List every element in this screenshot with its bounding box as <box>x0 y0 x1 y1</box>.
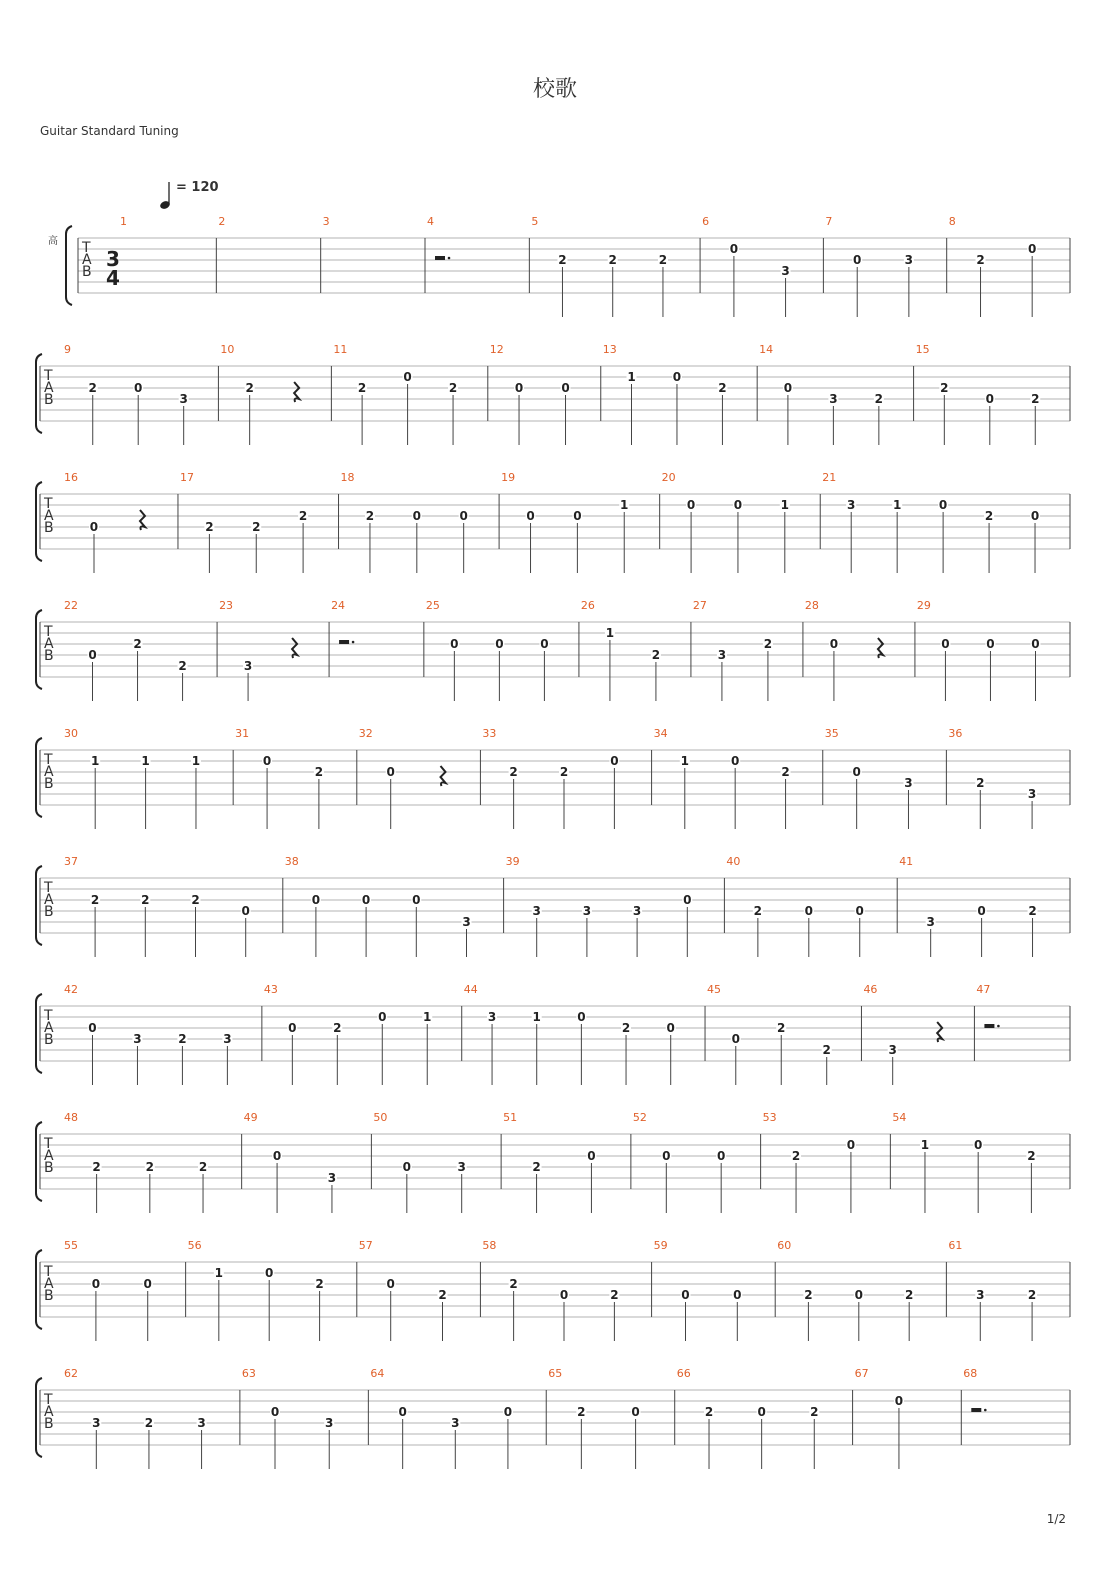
tab-clef-letter: A <box>44 1020 54 1036</box>
fret-number: 3 <box>926 915 935 929</box>
bar-number: 5 <box>531 215 539 228</box>
bar-number: 28 <box>804 599 819 612</box>
fret-number: 3 <box>327 1171 337 1185</box>
bar-number: 34 <box>653 727 668 740</box>
bar-number: 17 <box>179 471 194 484</box>
fret-number: 2 <box>198 1160 208 1174</box>
fret-number: 3 <box>632 904 642 918</box>
tab-clef-letter: A <box>44 892 54 908</box>
quarter-rest <box>878 638 883 658</box>
rhythm-dot <box>352 641 355 644</box>
bar-number: 60 <box>777 1239 792 1252</box>
rhythm-dot <box>448 257 451 260</box>
fret-number: 3 <box>223 1032 232 1046</box>
fret-number: 2 <box>753 904 763 918</box>
bar-number: 9 <box>64 343 71 356</box>
bar-number: 50 <box>373 1111 388 1124</box>
bar-number: 63 <box>241 1367 256 1380</box>
fret-number: 0 <box>662 1149 671 1163</box>
fret-number: 2 <box>92 1160 101 1174</box>
bar-number: 55 <box>64 1239 78 1252</box>
fret-number: 0 <box>265 1266 274 1280</box>
fret-number: 0 <box>854 1288 863 1302</box>
fret-number: 2 <box>810 1405 819 1419</box>
fret-number: 0 <box>631 1405 640 1419</box>
fret-number: 0 <box>272 1149 282 1163</box>
bar-number: 61 <box>948 1239 963 1252</box>
fret-number: 2 <box>559 765 569 779</box>
fret-number: 1 <box>620 498 629 512</box>
bar-number: 64 <box>370 1367 385 1380</box>
bar-number: 11 <box>333 343 348 356</box>
bar-number: 31 <box>235 727 250 740</box>
bar-number: 29 <box>916 599 931 612</box>
fret-number: 0 <box>403 370 412 384</box>
fret-number: 0 <box>1027 242 1037 256</box>
fret-number: 2 <box>704 1405 714 1419</box>
fret-number: 1 <box>680 754 689 768</box>
fret-number: 2 <box>365 509 375 523</box>
fret-number: 3 <box>197 1416 206 1430</box>
fret-number: 1 <box>91 754 100 768</box>
fret-number: 0 <box>757 1405 766 1419</box>
bar-number: 30 <box>64 727 78 740</box>
bar-number: 18 <box>340 471 355 484</box>
fret-number: 3 <box>462 915 471 929</box>
bar-number: 33 <box>482 727 497 740</box>
bar-number: 38 <box>284 855 299 868</box>
fret-number: 3 <box>781 264 790 278</box>
bar-number: 2 <box>218 215 226 228</box>
fret-number: 2 <box>781 765 790 779</box>
fret-number: 3 <box>325 1416 334 1430</box>
fret-number: 2 <box>448 381 458 395</box>
fret-number: 0 <box>262 754 272 768</box>
fret-number: 1 <box>141 754 150 768</box>
fret-number: 0 <box>1030 509 1040 523</box>
score-title: 校歌 <box>532 77 577 102</box>
fret-number: 1 <box>627 370 636 384</box>
fret-number: 0 <box>89 520 99 534</box>
tab-clef-letter: B <box>44 1160 54 1176</box>
fret-number: 0 <box>846 1138 856 1152</box>
bar-number: 20 <box>661 471 676 484</box>
bar-number: 15 <box>915 343 930 356</box>
fret-number: 0 <box>587 1149 596 1163</box>
bar-number: 24 <box>331 599 346 612</box>
fret-number: 0 <box>495 637 504 651</box>
fret-number: 2 <box>804 1288 813 1302</box>
fret-number: 2 <box>777 1021 786 1035</box>
tab-clef-letter: T <box>44 1392 53 1408</box>
bar-number: 49 <box>243 1111 258 1124</box>
fret-number: 0 <box>386 765 395 779</box>
bar-number: 10 <box>220 343 235 356</box>
bar-number: 32 <box>358 727 373 740</box>
fret-number: 0 <box>386 1277 395 1291</box>
bar-number: 53 <box>762 1111 777 1124</box>
tab-clef-letter: T <box>44 624 53 640</box>
fret-number: 0 <box>941 637 950 651</box>
bar-number: 41 <box>899 855 914 868</box>
fret-number: 2 <box>252 520 261 534</box>
fret-number: 2 <box>333 1021 342 1035</box>
fret-number: 3 <box>904 776 913 790</box>
fret-number: 2 <box>314 765 324 779</box>
bar-number: 68 <box>963 1367 978 1380</box>
fret-number: 0 <box>730 754 740 768</box>
fret-number: 2 <box>905 1288 914 1302</box>
fret-number: 1 <box>532 1010 541 1024</box>
bar-number: 54 <box>892 1111 907 1124</box>
bar-number: 51 <box>503 1111 518 1124</box>
fret-number: 0 <box>853 253 862 267</box>
bar-number: 66 <box>676 1367 691 1380</box>
fret-number: 0 <box>977 904 986 918</box>
fret-number: 1 <box>605 626 615 640</box>
bar-number: 16 <box>64 471 78 484</box>
fret-number: 0 <box>852 765 861 779</box>
fret-number: 0 <box>514 381 524 395</box>
bar-number: 39 <box>505 855 520 868</box>
fret-number: 2 <box>621 1021 631 1035</box>
bar-number: 4 <box>427 215 435 228</box>
fret-number: 2 <box>763 637 773 651</box>
fret-number: 0 <box>731 1032 740 1046</box>
time-signature-num: 3 <box>106 247 120 271</box>
fret-number: 0 <box>666 1021 675 1035</box>
bar-number: 8 <box>948 215 956 228</box>
tab-clef-letter: A <box>44 636 54 652</box>
rhythm-dot <box>984 1409 987 1412</box>
bar-number: 57 <box>358 1239 373 1252</box>
fret-number: 1 <box>191 754 201 768</box>
fret-number: 0 <box>894 1394 904 1408</box>
bar-number: 59 <box>653 1239 668 1252</box>
fret-number: 2 <box>791 1149 801 1163</box>
bar-number: 3 <box>322 215 330 228</box>
tab-clef-letter: B <box>44 1416 54 1432</box>
fret-number: 2 <box>1031 392 1040 406</box>
fret-number: 0 <box>986 637 995 651</box>
bar-number: 56 <box>187 1239 202 1252</box>
fret-number: 1 <box>892 498 902 512</box>
fret-number: 0 <box>610 754 619 768</box>
fret-number: 0 <box>855 904 864 918</box>
fret-number: 0 <box>412 893 421 907</box>
fret-number: 2 <box>718 381 727 395</box>
bar-number: 44 <box>463 983 478 996</box>
fret-number: 2 <box>940 381 949 395</box>
quarter-rest <box>292 638 297 658</box>
tab-clef-letter: A <box>44 1148 54 1164</box>
fret-number: 0 <box>143 1277 152 1291</box>
fret-number: 2 <box>509 765 518 779</box>
fret-number: 2 <box>315 1277 324 1291</box>
fret-number: 0 <box>783 381 793 395</box>
fret-number: 2 <box>141 893 150 907</box>
fret-number: 2 <box>144 1416 154 1430</box>
fret-number: 0 <box>361 893 371 907</box>
bar-number: 27 <box>692 599 707 612</box>
bar-number: 42 <box>64 983 78 996</box>
fret-number: 3 <box>243 659 253 673</box>
fret-number: 3 <box>582 904 592 918</box>
bar-number: 40 <box>726 855 741 868</box>
fret-number: 0 <box>526 509 535 523</box>
bar-number: 52 <box>632 1111 647 1124</box>
fret-number: 2 <box>1027 1149 1036 1163</box>
half-rest <box>971 1408 981 1412</box>
bar-number: 22 <box>64 599 78 612</box>
bar-number: 7 <box>825 215 833 228</box>
bar-number: 58 <box>482 1239 497 1252</box>
fret-number: 2 <box>438 1288 447 1302</box>
tab-clef-letter: B <box>44 392 54 408</box>
rhythm-dot <box>997 1025 1000 1028</box>
bar-number: 23 <box>219 599 234 612</box>
fret-number: 1 <box>423 1010 432 1024</box>
tab-clef-letter: B <box>44 520 54 536</box>
fret-number: 3 <box>179 392 188 406</box>
fret-number: 0 <box>270 1405 280 1419</box>
fret-number: 2 <box>651 648 661 662</box>
fret-number: 0 <box>540 637 549 651</box>
tuning-label: Guitar Standard Tuning <box>40 124 179 138</box>
page-number: 1/2 <box>1046 1512 1066 1526</box>
fret-number: 0 <box>559 1288 569 1302</box>
tab-clef-letter: A <box>44 1404 54 1420</box>
bar-number: 47 <box>976 983 991 996</box>
fret-number: 3 <box>829 392 838 406</box>
fret-number: 2 <box>509 1277 518 1291</box>
fret-number: 0 <box>985 392 994 406</box>
bar-number: 21 <box>822 471 837 484</box>
tempo-value: = 120 <box>176 180 219 195</box>
fret-number: 3 <box>1027 787 1037 801</box>
tab-clef-letter: B <box>44 648 54 664</box>
quarter-rest <box>937 1022 942 1042</box>
time-signature-den: 4 <box>106 266 120 290</box>
fret-number: 2 <box>658 253 668 267</box>
fret-number: 2 <box>88 381 97 395</box>
bar-number: 48 <box>64 1111 78 1124</box>
tab-clef-letter: A <box>44 1276 54 1292</box>
fret-number: 2 <box>532 1160 541 1174</box>
fret-number: 0 <box>503 1405 513 1419</box>
fret-number: 0 <box>681 1288 690 1302</box>
tab-clef-letter: A <box>44 508 54 524</box>
bar-number: 26 <box>580 599 595 612</box>
fret-number: 0 <box>733 498 743 512</box>
fret-number: 0 <box>938 498 948 512</box>
fret-number: 3 <box>133 1032 142 1046</box>
fret-number: 0 <box>577 1010 586 1024</box>
fret-number: 0 <box>412 509 421 523</box>
fret-number: 2 <box>608 253 617 267</box>
fret-number: 2 <box>984 509 994 523</box>
fret-number: 0 <box>91 1277 101 1291</box>
fret-number: 1 <box>920 1138 930 1152</box>
tab-clef-letter: B <box>44 1288 54 1304</box>
quarter-rest <box>294 382 299 402</box>
fret-number: 0 <box>716 1149 726 1163</box>
fret-number: 2 <box>298 509 308 523</box>
quarter-rest <box>140 510 145 530</box>
tab-clef-letter: T <box>44 496 53 512</box>
fret-number: 0 <box>683 893 692 907</box>
fret-number: 0 <box>672 370 682 384</box>
tab-clef-letter: B <box>44 776 54 792</box>
bar-number: 37 <box>64 855 78 868</box>
tab-clef-letter: B <box>44 1032 54 1048</box>
fret-number: 2 <box>976 776 985 790</box>
fret-number: 0 <box>804 904 813 918</box>
fret-number: 0 <box>733 1288 742 1302</box>
fret-number: 2 <box>357 381 367 395</box>
fret-number: 0 <box>829 637 839 651</box>
fret-number: 0 <box>134 381 143 395</box>
bar-number: 13 <box>602 343 617 356</box>
bar-number: 12 <box>489 343 504 356</box>
track-label: 高 <box>48 236 58 247</box>
bar-number: 36 <box>948 727 963 740</box>
fret-number: 3 <box>847 498 856 512</box>
fret-number: 2 <box>822 1043 831 1057</box>
fret-number: 2 <box>178 659 187 673</box>
tab-clef-letter: B <box>82 264 92 280</box>
fret-number: 0 <box>729 242 739 256</box>
tab-clef-letter: T <box>44 1008 53 1024</box>
fret-number: 2 <box>145 1160 155 1174</box>
tab-clef-letter: B <box>44 904 54 920</box>
bar-number: 46 <box>863 983 878 996</box>
system-bracket <box>66 226 72 305</box>
fret-number: 2 <box>976 253 985 267</box>
fret-number: 3 <box>888 1043 897 1057</box>
bar-number: 62 <box>64 1367 78 1380</box>
tab-clef-letter: A <box>44 380 54 396</box>
tab-clef-letter: T <box>44 752 53 768</box>
tab-clef-letter: T <box>44 1136 53 1152</box>
bar-number: 43 <box>263 983 278 996</box>
fret-number: 0 <box>459 509 468 523</box>
fret-number: 0 <box>402 1160 412 1174</box>
fret-number: 2 <box>577 1405 586 1419</box>
fret-number: 2 <box>558 253 567 267</box>
fret-number: 2 <box>191 893 200 907</box>
quarter-rest <box>441 766 446 786</box>
tab-clef-letter: T <box>44 368 53 384</box>
fret-number: 1 <box>214 1266 223 1280</box>
fret-number: 0 <box>686 498 696 512</box>
fret-number: 3 <box>532 904 541 918</box>
fret-number: 0 <box>1031 637 1040 651</box>
fret-number: 3 <box>451 1416 460 1430</box>
bar-number: 65 <box>548 1367 563 1380</box>
half-rest <box>435 256 445 260</box>
fret-number: 0 <box>288 1021 297 1035</box>
fret-number: 2 <box>178 1032 187 1046</box>
fret-number: 2 <box>1027 1288 1037 1302</box>
fret-number: 0 <box>88 1021 97 1035</box>
tab-clef-letter: T <box>44 880 53 896</box>
bar-number: 14 <box>759 343 774 356</box>
fret-number: 2 <box>245 381 254 395</box>
fret-number: 0 <box>241 904 250 918</box>
fret-number: 3 <box>717 648 727 662</box>
fret-number: 0 <box>88 648 97 662</box>
bar-number: 25 <box>425 599 440 612</box>
fret-number: 0 <box>561 381 570 395</box>
fret-number: 2 <box>874 392 884 406</box>
fret-number: 2 <box>90 893 100 907</box>
fret-number: 2 <box>205 520 214 534</box>
fret-number: 2 <box>610 1288 619 1302</box>
fret-number: 0 <box>450 637 459 651</box>
bar-number: 19 <box>501 471 516 484</box>
fret-number: 3 <box>904 253 914 267</box>
fret-number: 3 <box>457 1160 466 1174</box>
fret-number: 1 <box>780 498 789 512</box>
tab-clef-letter: A <box>82 252 92 268</box>
fret-number: 0 <box>973 1138 983 1152</box>
tab-clef-letter: T <box>82 240 91 256</box>
fret-number: 2 <box>133 637 142 651</box>
half-rest <box>984 1024 994 1028</box>
fret-number: 2 <box>1028 904 1037 918</box>
fret-number: 3 <box>92 1416 101 1430</box>
bar-number: 1 <box>120 215 127 228</box>
bar-number: 35 <box>824 727 839 740</box>
bar-number: 67 <box>854 1367 869 1380</box>
fret-number: 0 <box>311 893 321 907</box>
fret-number: 0 <box>573 509 582 523</box>
fret-number: 3 <box>976 1288 985 1302</box>
half-rest <box>339 640 349 644</box>
fret-number: 0 <box>398 1405 407 1419</box>
tab-clef-letter: T <box>44 1264 53 1280</box>
fret-number: 3 <box>487 1010 497 1024</box>
fret-number: 0 <box>378 1010 387 1024</box>
tab-clef-letter: A <box>44 764 54 780</box>
bar-number: 45 <box>707 983 722 996</box>
bar-number: 6 <box>702 215 710 228</box>
